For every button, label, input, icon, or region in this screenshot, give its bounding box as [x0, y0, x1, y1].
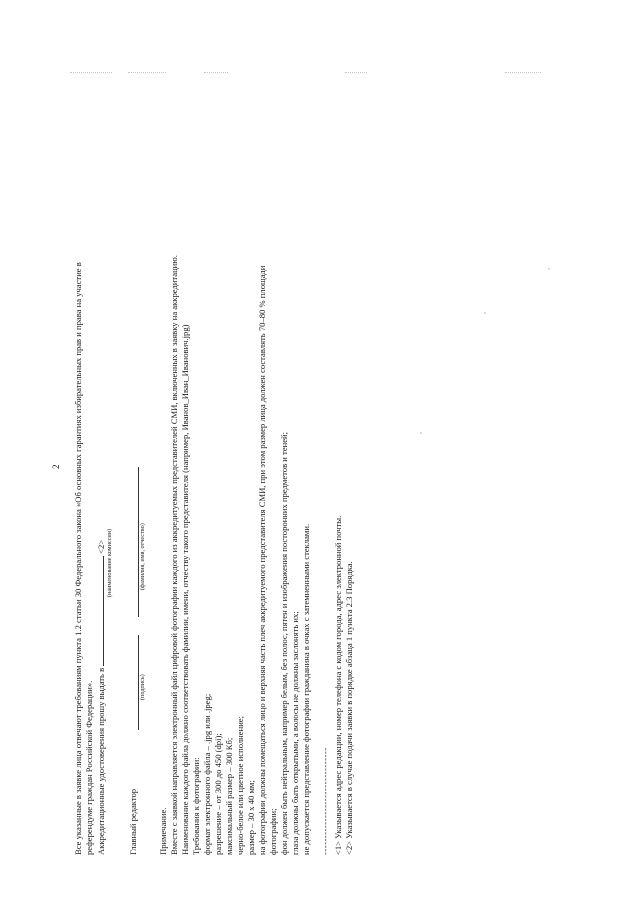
note-line: формат электронного файла – .jpg или .jpeg;	[202, 693, 212, 855]
note-line: фон должен быть нейтральным, например белым, без полос, пятен и изображения посторонних предметов и теней;	[279, 431, 289, 855]
note-heading: Примечание.	[158, 807, 168, 855]
note-line: фотографии;	[268, 808, 278, 855]
scan-speck	[548, 268, 550, 270]
note-line: глаза должны быть открытыми, а волосы не должны заслонять их;	[290, 611, 300, 855]
document-page-rotated	[48, 55, 388, 855]
scan-artifact	[505, 72, 541, 74]
commission-blank-line	[95, 556, 104, 666]
footnote-separator: --------------------------------	[320, 747, 330, 855]
note-line: на фотографии должны помещаться лицо и верхняя часть плеч аккредитуемого представителя СМИ, при этом размер лица должен составлять 70–80 % площади	[257, 265, 267, 855]
note-line: размер – 30 x 40 мм;	[246, 780, 256, 855]
accreditation-request-line	[95, 540, 107, 855]
commission-caption: (наименование комиссии)	[106, 528, 113, 597]
note-line: черно-белое или цветное исполнение;	[235, 716, 245, 855]
scan-speck	[420, 432, 422, 434]
chief-editor-label: Главный редактор	[128, 788, 138, 855]
footnote-marker-2: <2>	[96, 539, 106, 554]
footnote-2: <2> Указывается в случае подачи заявки в порядке абзаца 1 пункта 2.3 Порядка.	[344, 561, 354, 855]
signature-caption: (подпись)	[139, 674, 146, 700]
note-line: Вместе с заявкой направляется электронный файл цифровой фотографии каждого из аккредитуемых представителей СМИ, включенных в заявку на аккредитацию.	[169, 255, 179, 855]
name-caption: (фамилия, имя, отчество)	[139, 523, 146, 590]
note-line: разрешение – от 300 до 450 (dpi);	[213, 733, 223, 855]
paragraph-line-1: Все указанные в заявке лица отвечают требованиям пункта 1.2 статьи 30 Федерального закона «Об основных гарантиях избирательных прав и права на участие в	[73, 262, 83, 855]
page-number: 2	[51, 464, 61, 469]
accreditation-request-text: Аккредитационные удостоверения прошу выдать в	[96, 667, 106, 855]
note-line: максимальный размер – 300 Кб;	[224, 737, 234, 855]
note-line: Наименование каждого файла должно соответствовать фамилии, имени, отчеству такого представителя (например, Иванов_Иван_Иванович.jpg)	[180, 324, 190, 855]
scan-speck	[484, 312, 486, 314]
footnote-1: <1> Указывается адрес редакции, номер телефона с кодом города, адрес электронной почты.	[333, 515, 343, 855]
note-line: не допускается представление фотографии гражданина в очках с затемненными стеклами.	[301, 523, 311, 855]
paragraph-line-2: референдуме граждан Российской Федерации».	[84, 680, 94, 855]
note-line: Требования к фотографии:	[191, 757, 201, 855]
